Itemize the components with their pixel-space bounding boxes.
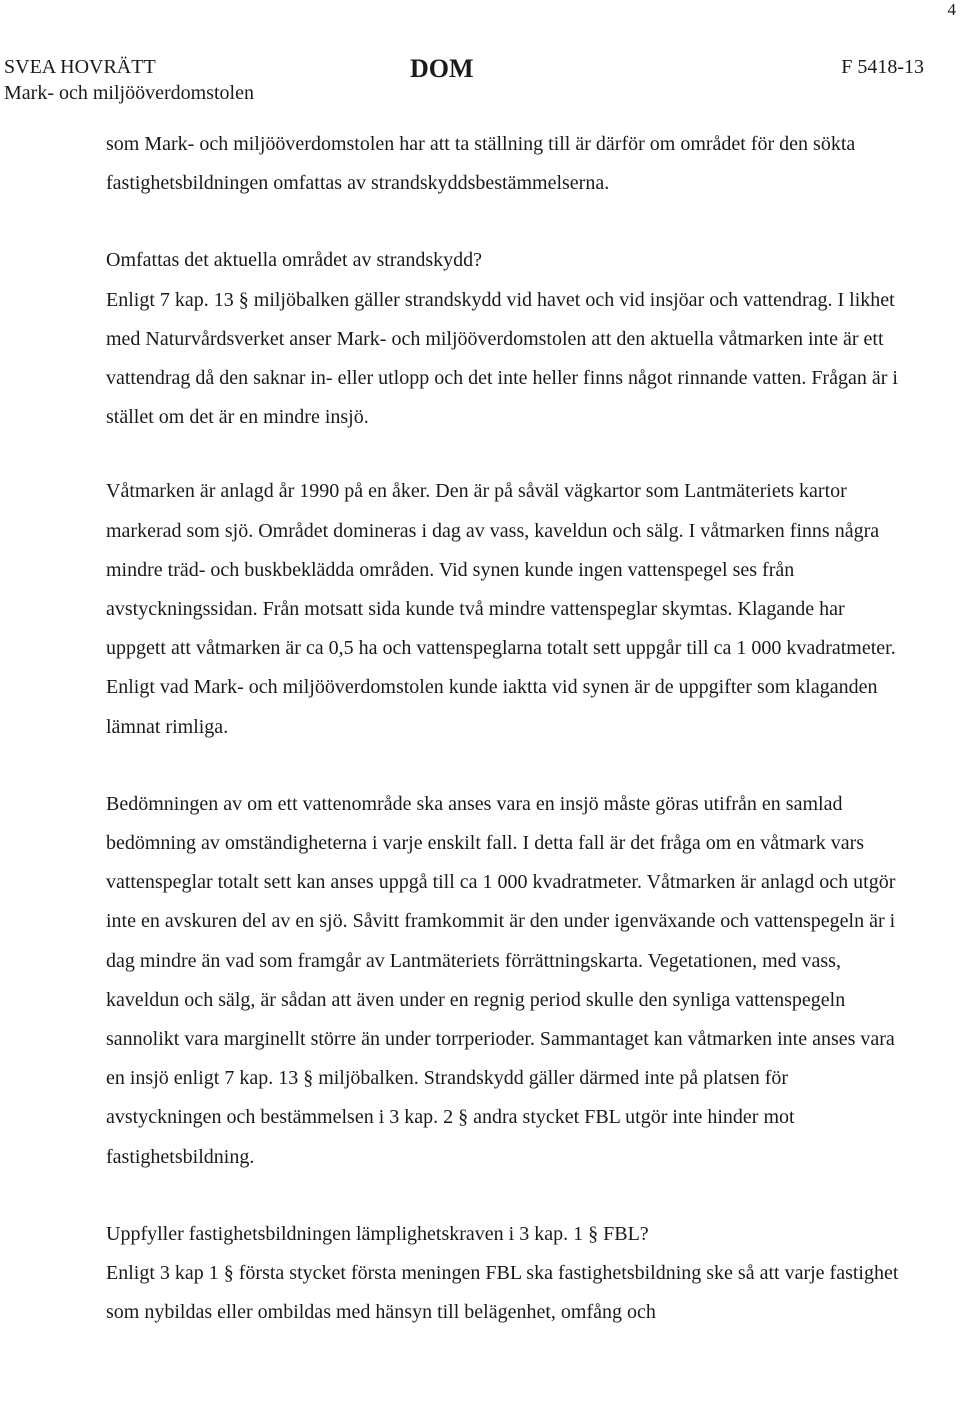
paragraph-suitability: Enligt 3 kap 1 § första stycket första meningen FBL ska fastighetsbildning ske så att varje fastighet som nybildas eller ombildas med hänsyn till belägenhet, omfång och — [106, 1262, 899, 1324]
section-heading-strandskydd: Omfattas det aktuella området av strandskydd? — [106, 249, 482, 272]
paragraph-wetland-facts: Våtmarken är anlagd år 1990 på en åker. Den är på såväl vägkartor som Lantmäteriets kartor markerad som sjö. Området domineras i dag av vass, kaveldun och sälg. I våtmarken finns några mindre träd- och buskbeklädda områden. Vid synen kunde ingen vattenspegel ses från avstyckningssidan. Från motsatt sida kunde två mindre vattenspeglar skymtas. Klagande har uppgett att våtmarken är ca 0,5 ha och vattenspeglarna totalt sett uppgår till ca 1 000 kvadratmeter. Enligt vad Mark- och miljööverdomstolen kunde iaktta vid synen är de uppgifter som klaganden lämnat rimliga. — [106, 480, 896, 738]
court-division: Mark- och miljööverdomstolen — [4, 82, 254, 104]
page-number: 4 — [947, 0, 956, 19]
section-heading-lamplighet: Uppfyller fastighetsbildningen lämplighetskraven i 3 kap. 1 § FBL? — [106, 1222, 649, 1245]
paragraph-legal-basis: Enligt 7 kap. 13 § miljöbalken gäller strandskydd vid havet och vid insjöar och vattendrag. I likhet med Naturvårdsverket anser Mark- och miljööverdomstolen att den aktuella våtmarken inte är ett vattendrag då den saknar in- eller utlopp och det inte heller finns något rinnande vatten. Frågan är i stället om det är en mindre insjö. — [106, 288, 898, 429]
paragraph-intro: som Mark- och miljööverdomstolen har att ta ställning till är därför om området för den sökta fastighetsbildningen omfattas av strandskyddsbestämmelserna. — [106, 133, 856, 195]
document-header — [0, 54, 960, 114]
case-number: F 5418-13 — [841, 56, 924, 78]
paragraph-assessment: Bedömningen av om ett vattenområde ska anses vara en insjö måste göras utifrån en samlad bedömning av omständigheterna i varje enskilt fall. I detta fall är det fråga om en våtmark vars vattenspeglar totalt sett kan anses uppgå till ca 1 000 kvadratmeter. Våtmarken är anlagd och utgör inte en avskuren del av en sjö. Såvitt framkommit är den under igenväxande och vattenspegeln är i dag mindre än vad som framgår av Lantmäteriets förrättningskarta. Vegetationen, med vass, kaveldun och sälg, är sådan att även under en regnig period skulle den synliga vattenspegeln sannolikt vara marginellt större än under torrperioder. Sammantaget kan våtmarken inte anses vara en insjö enligt 7 kap. 13 § miljöbalken. Strandskydd gäller därmed inte på platsen för avstyckningen och bestämmelsen i 3 kap. 2 § andra stycket FBL utgör inte hinder mot fastighetsbildning. — [106, 792, 896, 1168]
document-body — [106, 125, 906, 1332]
document-type: DOM — [410, 54, 474, 83]
court-name: SVEA HOVRÄTT — [4, 56, 156, 78]
